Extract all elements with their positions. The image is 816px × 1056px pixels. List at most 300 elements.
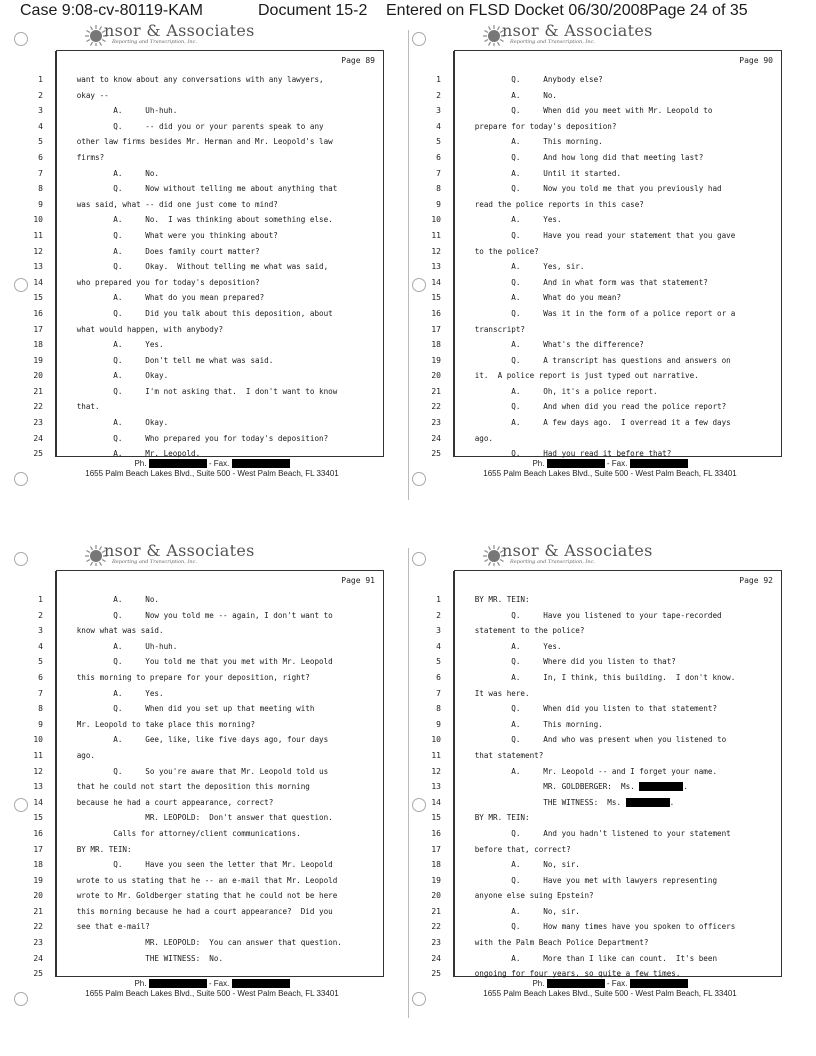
redaction-bar bbox=[149, 459, 207, 468]
transcript-line bbox=[33, 826, 383, 842]
firm-subtitle: Reporting and Transcription, Inc. bbox=[510, 559, 596, 565]
line-text: that. bbox=[63, 402, 100, 412]
line-number: 10 bbox=[33, 215, 43, 225]
transcript-line bbox=[33, 779, 383, 795]
line-number: 11 bbox=[431, 750, 441, 760]
line-number: 14 bbox=[33, 797, 43, 807]
line-number: 5 bbox=[436, 657, 441, 667]
firm-logo bbox=[440, 540, 780, 570]
line-number: 25 bbox=[431, 969, 441, 979]
line-number: 4 bbox=[38, 641, 43, 651]
line-text: Q. How many times have you spoken to officers bbox=[461, 922, 736, 932]
line-text: A. No, sir. bbox=[461, 860, 580, 870]
line-text: that he could not start the deposition this morning bbox=[63, 782, 310, 792]
line-number: 13 bbox=[431, 262, 441, 272]
line-text: firms? bbox=[63, 152, 105, 162]
transcript-line bbox=[431, 888, 781, 904]
transcript-line bbox=[38, 717, 383, 733]
line-number: 7 bbox=[436, 688, 441, 698]
transcript-line bbox=[431, 244, 781, 260]
line-number: 17 bbox=[33, 324, 43, 334]
transcript-line bbox=[33, 951, 383, 967]
line-text: THE WITNESS: No. bbox=[63, 953, 224, 963]
line-text: A. Oh, it's a police report. bbox=[461, 386, 658, 396]
case-number: Case 9:08-cv-80119-KAM bbox=[20, 2, 203, 19]
line-text: Q. Anybody else? bbox=[461, 75, 603, 84]
line-number: 18 bbox=[33, 340, 43, 350]
line-number: 21 bbox=[431, 906, 441, 916]
line-number: 3 bbox=[436, 106, 441, 116]
line-text: this morning to prepare for your deposition, right? bbox=[63, 672, 310, 682]
transcript-line bbox=[38, 88, 383, 104]
transcript-line bbox=[431, 399, 781, 415]
line-number: 15 bbox=[431, 293, 441, 303]
line-text: ongoing for four years, so quite a few times. bbox=[461, 969, 681, 979]
line-text: know what was said. bbox=[63, 626, 164, 636]
line-number: 15 bbox=[431, 813, 441, 823]
line-number: 10 bbox=[431, 215, 441, 225]
transcript-line bbox=[431, 779, 781, 795]
line-text: A. Okay. bbox=[63, 371, 169, 381]
line-number: 12 bbox=[33, 246, 43, 256]
transcript-line bbox=[436, 623, 781, 639]
line-text: was said, what -- did one just come to mind? bbox=[63, 199, 278, 209]
contact-line bbox=[440, 459, 780, 468]
line-text: A. No. bbox=[461, 90, 558, 100]
transcript-line bbox=[436, 592, 781, 608]
fax-label: - Fax. bbox=[206, 979, 232, 988]
transcript-line bbox=[431, 384, 781, 400]
line-number: 22 bbox=[431, 402, 441, 412]
firm-footer bbox=[42, 979, 382, 1005]
transcript-line bbox=[431, 368, 781, 384]
line-text: Mr. Leopold to take place this morning? bbox=[63, 719, 256, 729]
line-text: A. Uh-huh. bbox=[63, 106, 178, 116]
contact-line bbox=[42, 979, 382, 988]
phone-label: Ph. bbox=[134, 459, 149, 468]
line-number: 23 bbox=[33, 938, 43, 948]
line-number: 5 bbox=[38, 657, 43, 667]
line-number: 8 bbox=[436, 184, 441, 194]
line-text: A. Yes, sir. bbox=[461, 262, 585, 272]
transcript-line bbox=[38, 119, 383, 135]
transcript-line bbox=[431, 275, 781, 291]
line-text: A. What do you mean prepared? bbox=[63, 293, 265, 303]
line-number: 12 bbox=[33, 766, 43, 776]
line-number: 4 bbox=[436, 641, 441, 651]
line-text: Q. Who prepared you for today's deposition? bbox=[63, 433, 329, 443]
line-number: 7 bbox=[38, 168, 43, 178]
transcript-page bbox=[33, 540, 382, 1005]
transcript-line bbox=[38, 181, 383, 197]
line-number: 21 bbox=[33, 906, 43, 916]
line-number: 6 bbox=[436, 672, 441, 682]
line-text: read the police reports in this case? bbox=[461, 199, 644, 209]
punch-hole-mark bbox=[14, 552, 28, 566]
line-number: 6 bbox=[38, 672, 43, 682]
transcript-line bbox=[33, 842, 383, 858]
transcript-line bbox=[33, 919, 383, 935]
line-number: 24 bbox=[33, 953, 43, 963]
firm-subtitle: Reporting and Transcription, Inc. bbox=[112, 39, 198, 45]
line-number: 19 bbox=[431, 875, 441, 885]
line-text: A. This morning. bbox=[461, 719, 603, 729]
line-text: Q. And when did you read the police report? bbox=[461, 402, 727, 412]
line-text: statement to the police? bbox=[461, 626, 585, 636]
line-number: 20 bbox=[33, 371, 43, 381]
line-number: 16 bbox=[431, 828, 441, 838]
line-text: Q. When did you set up that meeting with bbox=[63, 704, 315, 714]
firm-name: nsor & Associates bbox=[104, 21, 255, 40]
transcript-line bbox=[431, 212, 781, 228]
line-number: 24 bbox=[431, 433, 441, 443]
line-number: 2 bbox=[436, 90, 441, 100]
line-text: Q. Have you met with lawyers representing bbox=[461, 875, 718, 885]
transcript-line bbox=[38, 701, 383, 717]
transcript-line bbox=[38, 639, 383, 655]
transcript-line bbox=[38, 670, 383, 686]
transcript-line bbox=[33, 431, 383, 447]
transcript-page bbox=[33, 20, 382, 485]
line-number: 3 bbox=[436, 626, 441, 636]
line-text: BY MR. TEIN: bbox=[461, 813, 530, 823]
firm-name: nsor & Associates bbox=[104, 541, 255, 560]
line-number: 10 bbox=[431, 735, 441, 745]
line-text: A. Mr. Leopold. bbox=[63, 449, 201, 459]
firm-name: nsor & Associates bbox=[502, 541, 653, 560]
firm-address: 1655 Palm Beach Lakes Blvd., Suite 500 - West Palm Beach, FL 33401 bbox=[85, 469, 339, 478]
firm-subtitle: Reporting and Transcription, Inc. bbox=[112, 559, 198, 565]
line-number: 24 bbox=[33, 433, 43, 443]
line-number: 16 bbox=[431, 308, 441, 318]
line-number: 15 bbox=[33, 813, 43, 823]
line-text: A. Until it started. bbox=[461, 168, 622, 178]
line-number: 25 bbox=[33, 969, 43, 979]
line-number: 5 bbox=[38, 137, 43, 147]
line-text: A. Yes. bbox=[461, 215, 562, 225]
transcript-box bbox=[431, 50, 782, 459]
transcript-line bbox=[33, 732, 383, 748]
transcript-line bbox=[436, 197, 781, 213]
redaction-bar bbox=[149, 979, 207, 988]
firm-address: 1655 Palm Beach Lakes Blvd., Suite 500 - West Palm Beach, FL 33401 bbox=[85, 989, 339, 998]
transcript-line bbox=[33, 322, 383, 338]
line-text: transcript? bbox=[461, 324, 526, 334]
line-number: 9 bbox=[38, 719, 43, 729]
transcript-page-number: Page 90 bbox=[739, 56, 773, 65]
line-number: 22 bbox=[33, 922, 43, 932]
transcript-line bbox=[436, 134, 781, 150]
line-text: Q. Have you seen the letter that Mr. Leopold bbox=[63, 860, 333, 870]
punch-hole-mark bbox=[412, 992, 426, 1006]
line-text: because he had a court appearance, correct? bbox=[63, 797, 274, 807]
page-count: Page 24 of 35 bbox=[648, 2, 748, 19]
line-number: 10 bbox=[33, 735, 43, 745]
line-text: before that, correct? bbox=[461, 844, 571, 854]
transcript-line bbox=[436, 150, 781, 166]
punch-hole-mark bbox=[412, 32, 426, 46]
line-text: Q. When did you listen to that statement? bbox=[461, 704, 718, 714]
firm-logo bbox=[42, 540, 382, 570]
line-text: Q. And you hadn't listened to your statement bbox=[461, 828, 731, 838]
transcript-line bbox=[33, 384, 383, 400]
transcript-line bbox=[431, 415, 781, 431]
line-text: A. No, sir. bbox=[461, 906, 580, 916]
line-text: A. Yes. bbox=[461, 641, 562, 651]
contact-line bbox=[42, 459, 382, 468]
transcript-line bbox=[33, 290, 383, 306]
redaction-bar bbox=[626, 798, 670, 807]
firm-address: 1655 Palm Beach Lakes Blvd., Suite 500 - West Palm Beach, FL 33401 bbox=[483, 989, 737, 998]
line-number: 13 bbox=[33, 262, 43, 272]
line-number: 20 bbox=[33, 891, 43, 901]
firm-footer bbox=[42, 459, 382, 485]
transcript-line bbox=[33, 353, 383, 369]
line-text: THE WITNESS: Ms. . bbox=[461, 797, 675, 807]
transcript-line bbox=[431, 842, 781, 858]
transcript-line bbox=[431, 826, 781, 842]
transcript-line bbox=[33, 368, 383, 384]
transcript-line bbox=[33, 244, 383, 260]
transcript-line bbox=[436, 701, 781, 717]
line-number: 1 bbox=[436, 75, 441, 84]
punch-hole-mark bbox=[412, 472, 426, 486]
line-number: 11 bbox=[33, 230, 43, 240]
line-text: A. No. I was thinking about something else. bbox=[63, 215, 333, 225]
redaction-bar bbox=[547, 979, 605, 988]
transcript-line bbox=[431, 431, 781, 447]
line-text: A. What's the difference? bbox=[461, 340, 644, 350]
line-text: Q. Where did you listen to that? bbox=[461, 657, 676, 667]
line-number: 23 bbox=[431, 418, 441, 428]
line-text: MR. LEOPOLD: You can answer that question. bbox=[63, 938, 342, 948]
line-text: BY MR. TEIN: bbox=[461, 595, 530, 604]
line-number: 22 bbox=[431, 922, 441, 932]
line-text: A. Yes. bbox=[63, 340, 164, 350]
line-text: what would happen, with anybody? bbox=[63, 324, 224, 334]
line-number: 17 bbox=[33, 844, 43, 854]
line-text: A. No. bbox=[63, 595, 160, 604]
transcript-page bbox=[431, 540, 780, 1005]
line-text: Q. Had you read it before that? bbox=[461, 449, 672, 459]
line-number: 4 bbox=[38, 121, 43, 131]
firm-logo bbox=[42, 20, 382, 50]
transcript-box bbox=[33, 50, 384, 459]
transcript-line bbox=[33, 259, 383, 275]
transcript-page bbox=[431, 20, 780, 485]
line-number: 19 bbox=[431, 355, 441, 365]
line-number: 13 bbox=[431, 782, 441, 792]
transcript-line bbox=[436, 181, 781, 197]
transcript-line bbox=[431, 873, 781, 889]
footer-rule bbox=[2, 479, 412, 480]
transcript-line bbox=[33, 399, 383, 415]
footer-rule bbox=[2, 999, 412, 1000]
line-number: 22 bbox=[33, 402, 43, 412]
line-number: 3 bbox=[38, 626, 43, 636]
line-text: MR. LEOPOLD: Don't answer that question. bbox=[63, 813, 333, 823]
fold-divider bbox=[408, 30, 410, 500]
transcript-line bbox=[33, 904, 383, 920]
redaction-bar bbox=[547, 459, 605, 468]
transcript-line bbox=[431, 748, 781, 764]
transcript-line bbox=[38, 686, 383, 702]
punch-hole-mark bbox=[14, 472, 28, 486]
redaction-bar bbox=[639, 782, 683, 791]
line-number: 13 bbox=[33, 782, 43, 792]
transcript-line bbox=[436, 654, 781, 670]
line-number: 25 bbox=[431, 449, 441, 459]
line-text: Q. Now you told me -- again, I don't want to bbox=[63, 610, 333, 620]
transcript-line bbox=[33, 764, 383, 780]
firm-name: nsor & Associates bbox=[502, 21, 653, 40]
line-text: A. More than I like can count. It's been bbox=[461, 953, 718, 963]
redaction-bar bbox=[232, 459, 290, 468]
transcript-line bbox=[431, 810, 781, 826]
line-text: other law firms besides Mr. Herman and Mr. Leopold's law bbox=[63, 137, 333, 147]
transcript-line bbox=[33, 212, 383, 228]
punch-hole-mark bbox=[14, 32, 28, 46]
line-text: A. Uh-huh. bbox=[63, 641, 178, 651]
transcript-line bbox=[436, 72, 781, 88]
line-number: 17 bbox=[431, 324, 441, 334]
contact-line bbox=[440, 979, 780, 988]
line-text: who prepared you for today's deposition? bbox=[63, 277, 260, 287]
line-text: A. Mr. Leopold -- and I forget your name. bbox=[461, 766, 718, 776]
phone-label: Ph. bbox=[532, 979, 547, 988]
fax-label: - Fax. bbox=[604, 979, 630, 988]
transcript-line bbox=[33, 748, 383, 764]
line-text: MR. GOLDBERGER: Ms. . bbox=[461, 782, 688, 792]
line-number: 19 bbox=[33, 875, 43, 885]
line-number: 21 bbox=[431, 386, 441, 396]
line-text: It was here. bbox=[461, 688, 530, 698]
transcript-line bbox=[436, 717, 781, 733]
transcript-line bbox=[431, 732, 781, 748]
line-text: Q. Have you read your statement that you gave bbox=[461, 230, 736, 240]
transcript-page-number: Page 92 bbox=[739, 576, 773, 585]
transcript-line bbox=[436, 119, 781, 135]
transcript-line bbox=[431, 951, 781, 967]
line-text: wrote to Mr. Goldberger stating that he could not be here bbox=[63, 891, 338, 901]
line-text: A. Gee, like, like five days ago, four days bbox=[63, 735, 329, 745]
transcript-line bbox=[38, 623, 383, 639]
transcript-page-number: Page 91 bbox=[341, 576, 375, 585]
line-number: 18 bbox=[431, 340, 441, 350]
line-text: Q. When did you meet with Mr. Leopold to bbox=[461, 106, 713, 116]
transcript-box bbox=[431, 570, 782, 979]
line-text: Q. You told me that you met with Mr. Leopold bbox=[63, 657, 333, 667]
redaction-bar bbox=[232, 979, 290, 988]
line-number: 4 bbox=[436, 121, 441, 131]
line-text: prepare for today's deposition? bbox=[461, 121, 617, 131]
line-number: 11 bbox=[431, 230, 441, 240]
line-text: Q. Now without telling me about anything that bbox=[63, 184, 338, 194]
line-number: 11 bbox=[33, 750, 43, 760]
line-text: anyone else suing Epstein? bbox=[461, 891, 594, 901]
transcript-line bbox=[431, 919, 781, 935]
transcript-line bbox=[33, 415, 383, 431]
line-text: Calls for attorney/client communications. bbox=[63, 828, 301, 838]
firm-footer bbox=[440, 459, 780, 485]
line-text: Q. Did you talk about this deposition, about bbox=[63, 308, 333, 318]
line-number: 12 bbox=[431, 766, 441, 776]
line-number: 14 bbox=[33, 277, 43, 287]
transcript-line bbox=[431, 764, 781, 780]
line-text: Q. Have you listened to your tape-recorded bbox=[461, 610, 722, 620]
line-number: 24 bbox=[431, 953, 441, 963]
line-number: 1 bbox=[38, 595, 43, 604]
line-number: 8 bbox=[38, 704, 43, 714]
line-number: 18 bbox=[431, 860, 441, 870]
transcript-line bbox=[38, 608, 383, 624]
transcript-line bbox=[431, 795, 781, 811]
line-number: 6 bbox=[38, 152, 43, 162]
line-number: 2 bbox=[38, 90, 43, 100]
line-number: 16 bbox=[33, 308, 43, 318]
transcript-line bbox=[38, 654, 383, 670]
line-text: that statement? bbox=[461, 750, 544, 760]
transcript-line bbox=[33, 810, 383, 826]
transcript-line bbox=[436, 639, 781, 655]
line-text: A. No. bbox=[63, 168, 160, 178]
transcript-line bbox=[431, 353, 781, 369]
transcript-line bbox=[431, 322, 781, 338]
line-number: 1 bbox=[38, 75, 43, 84]
docket-entry: Entered on FLSD Docket 06/30/2008 bbox=[386, 2, 649, 19]
transcript-line bbox=[431, 290, 781, 306]
fax-label: - Fax. bbox=[604, 459, 630, 468]
phone-label: Ph. bbox=[532, 459, 547, 468]
line-text: Q. -- did you or your parents speak to any bbox=[63, 121, 324, 131]
line-number: 14 bbox=[431, 277, 441, 287]
line-number: 23 bbox=[431, 938, 441, 948]
transcript-line bbox=[38, 72, 383, 88]
line-text: want to know about any conversations with any lawyers, bbox=[63, 75, 324, 84]
phone-label: Ph. bbox=[134, 979, 149, 988]
redaction-bar bbox=[630, 459, 688, 468]
line-number: 9 bbox=[436, 719, 441, 729]
transcript-line bbox=[38, 166, 383, 182]
line-text: okay -- bbox=[63, 90, 109, 100]
transcript-line bbox=[33, 873, 383, 889]
line-number: 14 bbox=[431, 797, 441, 807]
transcript-box bbox=[33, 570, 384, 979]
line-text: Q. And in what form was that statement? bbox=[461, 277, 708, 287]
firm-address: 1655 Palm Beach Lakes Blvd., Suite 500 - West Palm Beach, FL 33401 bbox=[483, 469, 737, 478]
footer-rule bbox=[400, 999, 810, 1000]
line-text: to the police? bbox=[461, 246, 539, 256]
transcript-line bbox=[38, 197, 383, 213]
transcript-line bbox=[38, 134, 383, 150]
line-text: Q. Don't tell me what was said. bbox=[63, 355, 274, 365]
line-number: 7 bbox=[436, 168, 441, 178]
line-text: ago. bbox=[461, 433, 494, 443]
line-number: 16 bbox=[33, 828, 43, 838]
transcript-line bbox=[431, 337, 781, 353]
fax-label: - Fax. bbox=[206, 459, 232, 468]
line-number: 18 bbox=[33, 860, 43, 870]
line-text: Q. Okay. Without telling me what was said, bbox=[63, 262, 329, 272]
line-text: wrote to us stating that he -- an e-mail that Mr. Leopold bbox=[63, 875, 338, 885]
transcript-line bbox=[431, 259, 781, 275]
footer-rule bbox=[400, 479, 810, 480]
redaction-bar bbox=[630, 979, 688, 988]
line-number: 21 bbox=[33, 386, 43, 396]
firm-footer bbox=[440, 979, 780, 1005]
line-text: A. Does family court matter? bbox=[63, 246, 260, 256]
line-text: Q. So you're aware that Mr. Leopold told us bbox=[63, 766, 329, 776]
